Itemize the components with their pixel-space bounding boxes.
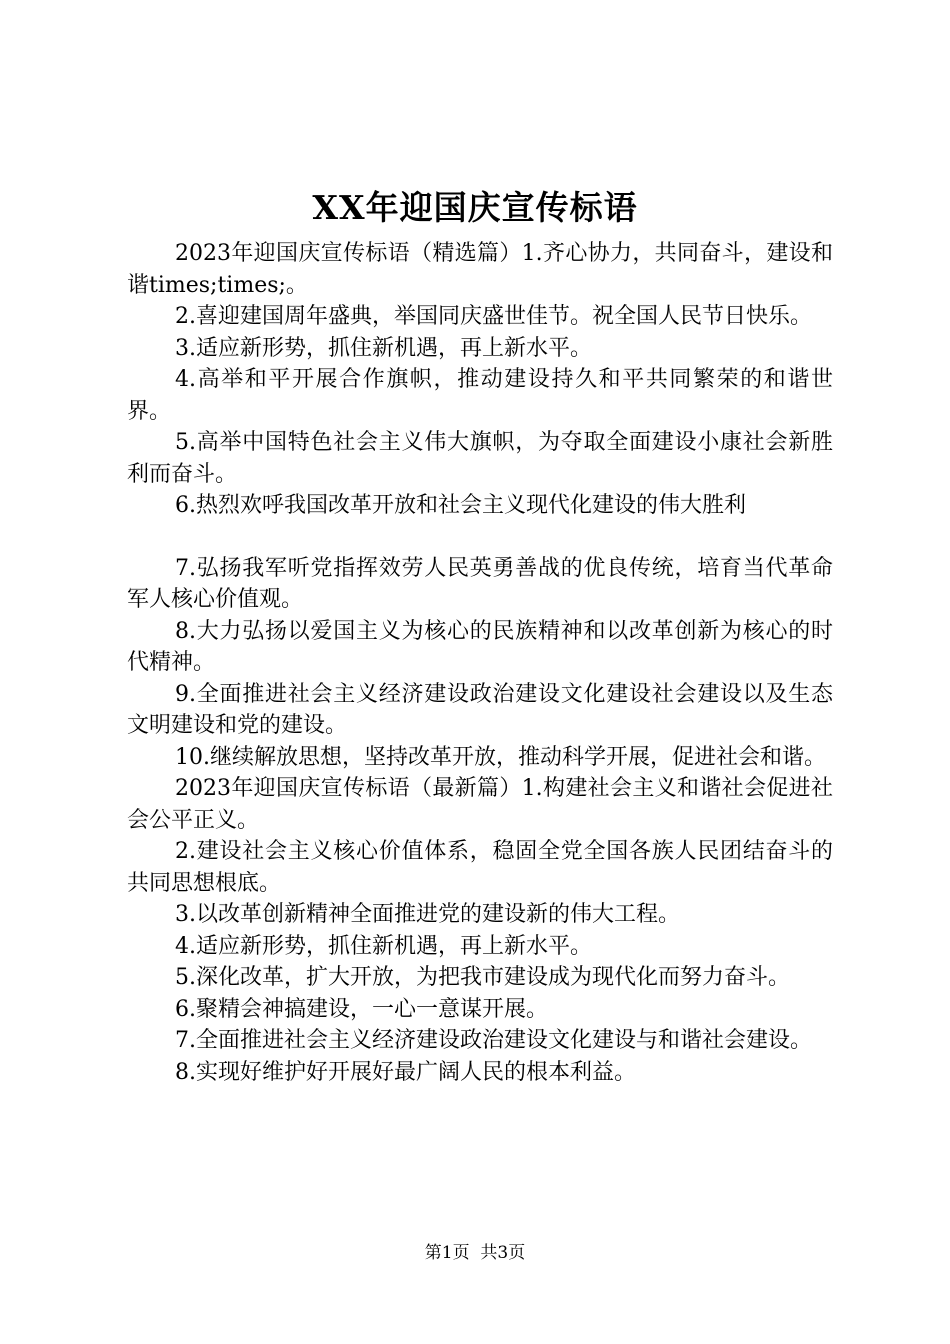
paragraph: 4.适应新形势，抓住新机遇，再上新水平。 xyxy=(175,933,592,959)
document-body xyxy=(127,238,833,1088)
paragraph: 2023年迎国庆宣传标语（精选篇）1.齐心协力，共同奋斗，建设和谐times;times;。 xyxy=(127,241,833,298)
paragraph: 2.喜迎建国周年盛典，举国同庆盛世佳节。祝全国人民节日快乐。 xyxy=(175,304,812,329)
paragraph: 7.弘扬我军听党指挥效劳人民英勇善战的优良传统，培育当代革命军人核心价值观。 xyxy=(127,555,833,612)
paragraph: 6.热烈欢呼我国改革开放和社会主义现代化建设的伟大胜利 xyxy=(175,493,746,518)
paragraph: 4.高举和平开展合作旗帜，推动建设持久和平共同繁荣的和谐世界。 xyxy=(127,367,833,424)
paragraph: 3.适应新形势，抓住新机遇，再上新水平。 xyxy=(175,335,592,361)
paragraph: 3.以改革创新精神全面推进党的建设新的伟大工程。 xyxy=(175,902,680,927)
page-footer xyxy=(0,1241,950,1265)
paragraph: 9.全面推进社会主义经济建设政治建设文化建设社会建设以及生态文明建设和党的建设。 xyxy=(127,681,833,738)
paragraph: 7.全面推进社会主义经济建设政治建设文化建设与和谐社会建设。 xyxy=(175,1028,812,1053)
page-number: 第1页 xyxy=(424,1243,470,1263)
paragraph: 2023年迎国庆宣传标语（最新篇）1.构建社会主义和谐社会促进社会公平正义。 xyxy=(127,776,833,833)
paragraph: 2.建设社会主义核心价值体系，稳固全党全国各族人民团结奋斗的共同思想根底。 xyxy=(127,839,833,896)
paragraph: 8.实现好维护好开展好最广阔人民的根本利益。 xyxy=(175,1059,636,1085)
paragraph: 5.深化改革，扩大开放，为把我市建设成为现代化而努力奋斗。 xyxy=(175,965,790,990)
paragraph: 5.高举中国特色社会主义伟大旗帜，为夺取全面建设小康社会新胜利而奋斗。 xyxy=(127,430,833,487)
paragraph: 8.大力弘扬以爱国主义为核心的民族精神和以改革创新为核心的时代精神。 xyxy=(127,618,833,675)
paragraph: 6.聚精会神搞建设，一心一意谋开展。 xyxy=(175,996,548,1022)
paragraph: 10.继续解放思想，坚持改革开放，推动科学开展，促进社会和谐。 xyxy=(175,744,826,770)
document-title: XX年迎国庆宣传标语 xyxy=(312,188,638,227)
page-total: 共3页 xyxy=(480,1243,526,1263)
